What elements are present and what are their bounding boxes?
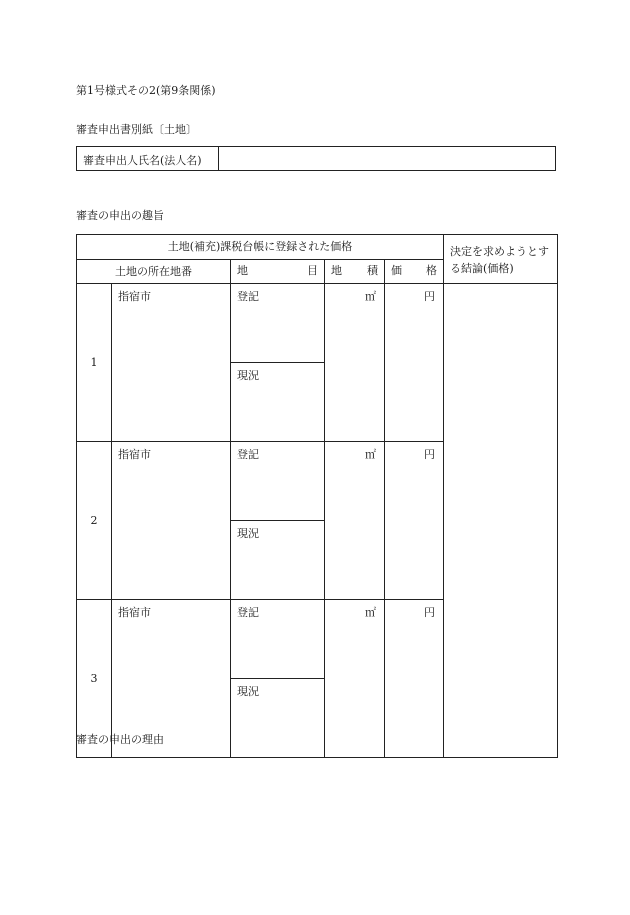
reason-heading: 審査の申出の理由 (76, 733, 164, 746)
decision-cell[interactable] (444, 284, 558, 758)
registered-category-cell[interactable]: 登記 (231, 600, 325, 679)
registered-category-cell[interactable]: 登記 (231, 284, 325, 363)
location-header: 土地の所在地番 (77, 260, 231, 284)
price-cell[interactable] (385, 284, 444, 442)
area-header-right: 積 (367, 264, 378, 277)
price-header-right: 格 (426, 264, 438, 277)
price-cell[interactable] (385, 600, 444, 758)
table-row (77, 284, 558, 363)
current-category-cell[interactable]: 現況 (231, 679, 325, 758)
form-subtitle: 審査申出書別紙〔土地〕 (76, 123, 197, 136)
land-category-header-right: 目 (307, 264, 318, 277)
purpose-heading: 審査の申出の趣旨 (76, 209, 164, 222)
price-unit: 円 (424, 606, 436, 619)
applicant-name-field[interactable] (219, 147, 555, 170)
applicant-name-box (76, 146, 556, 171)
price-header (385, 260, 444, 284)
area-unit: ㎡ (365, 448, 376, 461)
assessment-table (76, 234, 558, 758)
row-index: 2 (77, 442, 112, 600)
row-index: 1 (77, 284, 112, 442)
area-header (325, 260, 385, 284)
location-cell[interactable]: 指宿市 (112, 600, 231, 758)
applicant-name-label: 審査申出人氏名(法人名) (77, 147, 219, 170)
area-cell[interactable] (325, 284, 385, 442)
form-number-label: 第1号様式その2(第9条関係) (76, 84, 216, 97)
row-index: 3 (77, 600, 112, 758)
land-category-header (231, 260, 325, 284)
land-category-header-left: 地 (237, 264, 248, 277)
price-unit: 円 (424, 448, 436, 461)
price-header-left: 価 (391, 264, 402, 277)
registered-category-cell[interactable]: 登記 (231, 442, 325, 521)
location-cell[interactable]: 指宿市 (112, 442, 231, 600)
area-cell[interactable] (325, 442, 385, 600)
current-category-cell[interactable]: 現況 (231, 521, 325, 600)
location-cell[interactable]: 指宿市 (112, 284, 231, 442)
current-category-cell[interactable]: 現況 (231, 363, 325, 442)
area-cell[interactable] (325, 600, 385, 758)
price-cell[interactable] (385, 442, 444, 600)
area-unit: ㎡ (365, 606, 376, 619)
decision-header: 決定を求めようとする結論(価格) (444, 235, 558, 284)
price-unit: 円 (424, 290, 436, 303)
ledger-price-header: 土地(補充)課税台帳に登録された価格 (77, 235, 444, 260)
area-header-left: 地 (331, 264, 342, 277)
area-unit: ㎡ (365, 290, 376, 303)
